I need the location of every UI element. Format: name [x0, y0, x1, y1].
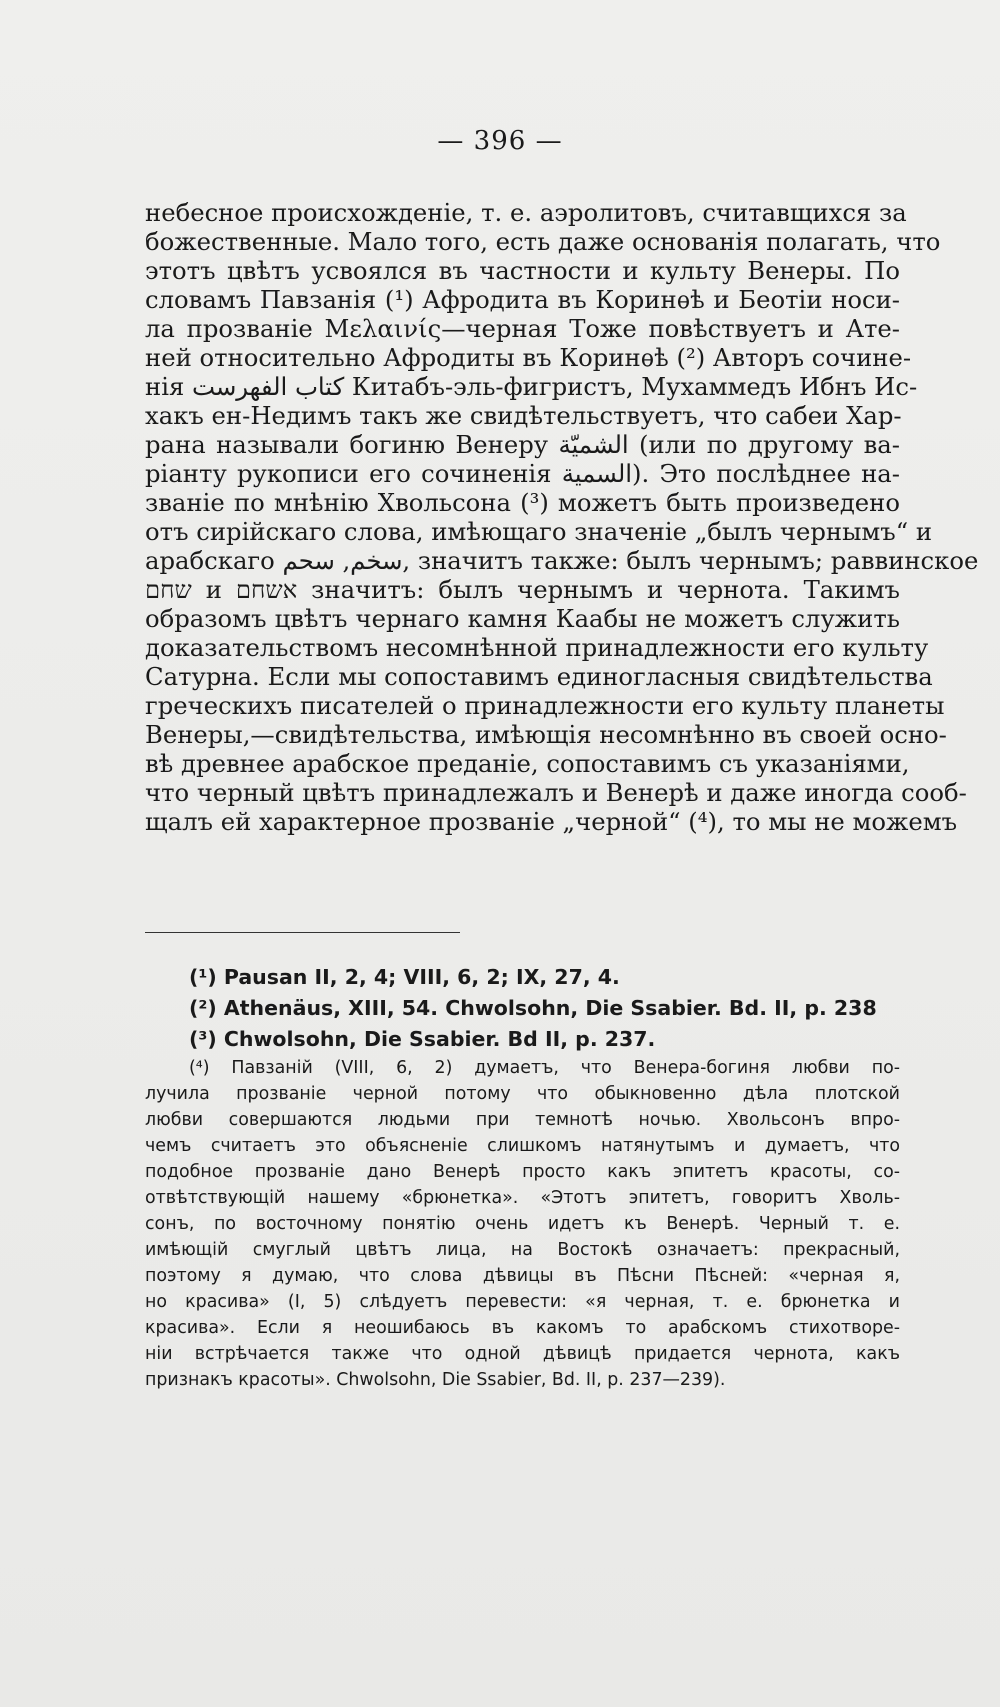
footnote-4-line: поэтому я думаю, что слова дѣвицы въ Пѣсни Пѣсней: «черная я,: [145, 1266, 900, 1286]
footnote-4-line: (⁴) Павзаній (VIII, 6, 2) думаетъ, что Венера-богиня любви по-: [189, 1058, 900, 1078]
footnote-4-line: любви совершаются людьми при темнотѣ ночью. Хвольсонъ впро-: [145, 1110, 900, 1130]
text-line: ней относительно Афродиты въ Коринѳѣ (²) Авторъ сочине-: [145, 343, 912, 372]
footnote-4-line: сонъ, по восточному понятію очень идетъ къ Венерѣ. Черный т. е.: [145, 1214, 900, 1234]
footnote-1: (¹) Pausan II, 2, 4; VIII, 6, 2; IX, 27, 4.: [189, 965, 620, 989]
footnote-3: (³) Chwolsohn, Die Ssabier. Bd II, p. 237.: [189, 1027, 656, 1051]
text-line: ріанту рукописи его сочиненія السمية). Это послѣднее на-: [145, 459, 900, 488]
text-line: שחם и אשחם значитъ: былъ чернымъ и чернота. Такимъ: [145, 575, 901, 604]
text-line: словамъ Павзанія (¹) Афродита въ Коринѳѣ и Беотіи носи-: [145, 285, 900, 314]
text-line: образомъ цвѣтъ чернаго камня Каабы не можетъ служить: [145, 604, 900, 633]
text-line: вѣ древнее арабское преданіе, сопоставимъ съ указаніями,: [145, 749, 910, 778]
main-text: [145, 198, 979, 836]
footnote-4-line: красива». Если я неошибаюсь въ какомъ то арабскомъ стихотворе-: [145, 1318, 900, 1338]
footnote-4-line: подобное прозваніе дано Венерѣ просто какъ эпитетъ красоты, со-: [145, 1162, 900, 1182]
text-line: Сатурна. Если мы сопоставимъ единогласныя свидѣтельства: [145, 662, 933, 691]
text-line: Венеры,—свидѣтельства, имѣющія несомнѣнно въ своей осно-: [145, 720, 947, 749]
text-line: ла прозваніе Μελαινίς—черная Тоже повѣствуетъ и Ате-: [145, 314, 900, 343]
text-line: этотъ цвѣтъ усвоялся въ частности и культу Венеры. По: [145, 256, 900, 285]
footnote-2: (²) Athenäus, XIII, 54. Chwolsohn, Die Ssabier. Bd. II, p. 238: [189, 996, 877, 1020]
text-line: божественные. Мало того, есть даже основанія полагать, что: [145, 227, 941, 256]
footnotes: [145, 962, 900, 1393]
footnote-4-line: но красива» (I, 5) слѣдуетъ перевести: «я черная, т. е. брюнетка и: [145, 1292, 900, 1312]
footnote-4-line: лучила прозваніе черной потому что обыкновенно дѣла плотской: [145, 1084, 900, 1104]
text-line: доказательствомъ несомнѣнной принадлежности его культу: [145, 633, 929, 662]
text-line: хакъ ен-Недимъ такъ же свидѣтельствуетъ, что сабеи Хар-: [145, 401, 902, 430]
text-line: рана называли богиню Венеру الشميّة (или по другому ва-: [145, 430, 900, 459]
footnote-4-line: имѣющій смуглый цвѣтъ лица, на Востокѣ означаетъ: прекрасный,: [145, 1240, 900, 1260]
text-line: арабскаго سخم, سحم, значитъ также: былъ чернымъ; раввинское: [145, 546, 979, 575]
text-line: щалъ ей характерное прозваніе „черной“ (⁴), то мы не можемъ: [145, 807, 958, 836]
footnote-4-line: чемъ считаетъ это объясненіе слишкомъ натянутымъ и думаетъ, что: [145, 1136, 900, 1156]
footnote-4-line: ніи встрѣчается также что одной дѣвицѣ придается чернота, какъ: [145, 1344, 900, 1364]
page-number: — 396 —: [437, 126, 563, 156]
text-line: что черный цвѣтъ принадлежалъ и Венерѣ и даже иногда сооб-: [145, 778, 967, 807]
text-line: нія كتاب الفهرست Китабъ-эль-фигристъ, Мухаммедъ Ибнъ Ис-: [145, 372, 918, 401]
footnote-4-line: признакъ красоты». Chwolsohn, Die Ssabier, Bd. II, p. 237—239).: [145, 1370, 726, 1390]
text-line: греческихъ писателей о принадлежности его культу планеты: [145, 691, 945, 720]
text-line: званіе по мнѣнію Хвольсона (³) можетъ быть произведено: [145, 488, 900, 517]
footnote-4-line: отвѣтствующій нашему «брюнетка». «Этотъ эпитетъ, говоритъ Хволь-: [145, 1188, 900, 1208]
footnote-divider: [145, 932, 460, 933]
text-line: отъ сирійскаго слова, имѣющаго значеніе „былъ чернымъ“ и: [145, 517, 933, 546]
text-line: небесное происхожденіе, т. е. аэролитовъ, считавщихся за: [145, 198, 907, 227]
